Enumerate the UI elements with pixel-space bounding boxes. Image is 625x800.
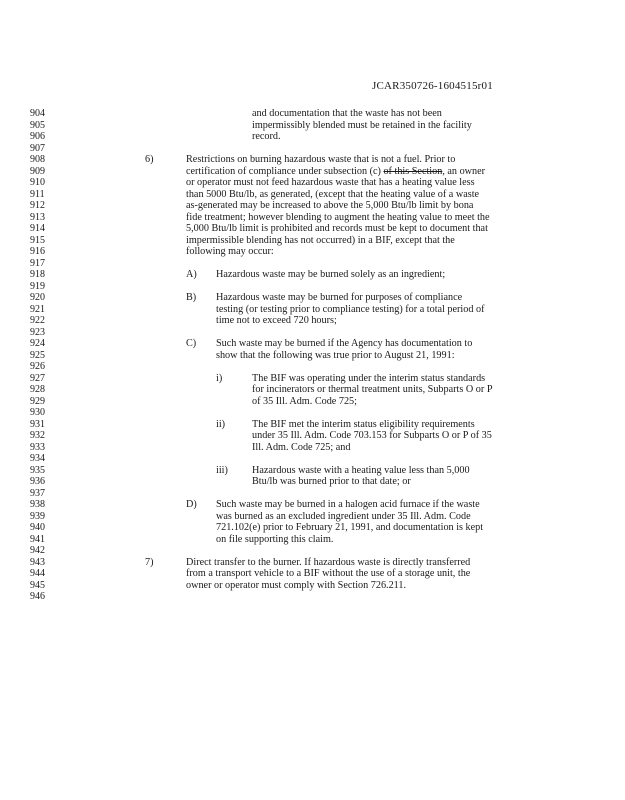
document-line bbox=[30, 488, 610, 500]
document-line bbox=[30, 338, 610, 350]
line-number: 935 bbox=[30, 464, 45, 476]
line-text bbox=[186, 189, 479, 201]
line-number: 904 bbox=[30, 108, 45, 119]
line-text bbox=[216, 292, 462, 304]
document-line bbox=[30, 166, 610, 178]
line-text bbox=[186, 568, 470, 580]
line-text bbox=[216, 304, 484, 316]
text-segment: Hazardous waste may be burned solely as an ingredient; bbox=[216, 269, 446, 280]
document-line bbox=[30, 384, 610, 396]
line-number: 941 bbox=[30, 533, 45, 545]
document-line bbox=[30, 442, 610, 454]
line-number: 936 bbox=[30, 476, 45, 487]
text-segment: as-generated may be increased to above the 5,000 Btu/lb limit by bona bbox=[186, 200, 474, 211]
text-segment: following may occur: bbox=[186, 246, 274, 257]
document-line bbox=[30, 568, 610, 580]
line-number: 933 bbox=[30, 441, 45, 453]
line-text bbox=[216, 350, 455, 362]
line-text bbox=[252, 131, 281, 143]
text-segment: Hazardous waste may be burned for purposes of compliance bbox=[216, 292, 463, 303]
line-text bbox=[216, 315, 337, 327]
line-number: 923 bbox=[30, 326, 45, 338]
line-number: 911 bbox=[30, 188, 45, 200]
line-text bbox=[186, 200, 473, 212]
document-line bbox=[30, 177, 610, 189]
line-number: 913 bbox=[30, 211, 45, 223]
line-text bbox=[252, 465, 470, 477]
text-segment: record. bbox=[252, 131, 281, 142]
line-number: 915 bbox=[30, 234, 45, 246]
line-number: 945 bbox=[30, 579, 45, 591]
line-number: 907 bbox=[30, 142, 45, 154]
document-line bbox=[30, 223, 610, 235]
document-line bbox=[30, 396, 610, 408]
text-segment: Such waste may be burned if the Agency has documentation to bbox=[216, 338, 473, 349]
line-number: 944 bbox=[30, 568, 45, 579]
text-segment: Ill. Adm. Code 725; and bbox=[252, 441, 351, 453]
item-label: D) bbox=[186, 499, 197, 510]
text-segment: impermissible blending has not occurred) in a BIF, except that the bbox=[186, 234, 455, 246]
document-line bbox=[30, 200, 610, 212]
line-number: 938 bbox=[30, 499, 45, 510]
line-number: 937 bbox=[30, 487, 45, 499]
line-number: 942 bbox=[30, 545, 45, 556]
line-text bbox=[216, 534, 333, 546]
line-text bbox=[252, 419, 475, 431]
line-text bbox=[252, 430, 492, 442]
line-number: 930 bbox=[30, 407, 45, 418]
document-line bbox=[30, 281, 610, 293]
line-text bbox=[216, 499, 480, 511]
line-number: 928 bbox=[30, 384, 45, 395]
line-text bbox=[186, 212, 490, 224]
line-number: 918 bbox=[30, 269, 45, 280]
line-number: 922 bbox=[30, 315, 45, 326]
document-line bbox=[30, 522, 610, 534]
text-segment: for incinerators or thermal treatment units, Subparts O or P bbox=[252, 384, 493, 395]
document-line bbox=[30, 212, 610, 224]
document-line bbox=[30, 235, 610, 247]
item-label: 7) bbox=[145, 556, 154, 568]
text-segment: time not to exceed 720 hours; bbox=[216, 315, 337, 326]
text-segment: Such waste may be burned in a halogen acid furnace if the waste bbox=[216, 499, 480, 510]
document-line bbox=[30, 361, 610, 373]
text-segment: Hazardous waste with a heating value less than 5,000 bbox=[252, 464, 470, 476]
text-segment: Direct transfer to the burner. If hazardous waste is directly transferred bbox=[186, 556, 471, 568]
document-line bbox=[30, 120, 610, 132]
text-segment: of 35 Ill. Adm. Code 725; bbox=[252, 395, 357, 407]
text-segment: Restrictions on burning hazardous waste that is not a fuel. Prior to bbox=[186, 154, 456, 165]
item-label: i) bbox=[216, 372, 223, 384]
line-text bbox=[186, 580, 406, 592]
document-line bbox=[30, 453, 610, 465]
line-text bbox=[252, 120, 472, 132]
item-label: A) bbox=[186, 269, 197, 280]
document-line bbox=[30, 350, 610, 362]
document-line bbox=[30, 189, 610, 201]
line-text bbox=[186, 246, 274, 258]
document-line bbox=[30, 154, 610, 166]
line-text bbox=[186, 166, 485, 178]
document-line bbox=[30, 557, 610, 569]
text-segment: The BIF was operating under the interim status standards bbox=[252, 372, 486, 384]
document-line bbox=[30, 419, 610, 431]
document-line bbox=[30, 476, 610, 488]
line-number: 919 bbox=[30, 280, 45, 292]
line-number: 906 bbox=[30, 131, 45, 142]
text-segment: and documentation that the waste has not been bbox=[252, 108, 442, 119]
line-text bbox=[216, 269, 445, 281]
line-number: 926 bbox=[30, 361, 45, 372]
text-segment: 5,000 Btu/lb limit is prohibited and records must be kept to document that bbox=[186, 223, 488, 234]
text-segment: certification of compliance under subsection (c) bbox=[186, 165, 384, 177]
text-segment: impermissibly blended must be retained in the facility bbox=[252, 119, 472, 131]
line-number: 932 bbox=[30, 430, 45, 441]
document-line bbox=[30, 407, 610, 419]
line-number: 910 bbox=[30, 177, 45, 188]
text-segment: under 35 Ill. Adm. Code 703.153 for Subparts O or P of 35 bbox=[252, 430, 492, 441]
document-line bbox=[30, 591, 610, 603]
line-number: 939 bbox=[30, 510, 45, 522]
document-line bbox=[30, 108, 610, 120]
document-line bbox=[30, 534, 610, 546]
document-line bbox=[30, 143, 610, 155]
item-label: 6) bbox=[145, 154, 154, 165]
line-text bbox=[252, 384, 492, 396]
line-number: 943 bbox=[30, 556, 45, 568]
line-number: 925 bbox=[30, 349, 45, 361]
line-number: 908 bbox=[30, 154, 45, 165]
line-text bbox=[186, 557, 470, 569]
document-line bbox=[30, 269, 610, 281]
text-segment: fide treatment; however blending to augment the heating value to meet the bbox=[186, 211, 490, 223]
line-text bbox=[186, 177, 475, 189]
line-text bbox=[186, 223, 488, 235]
text-segment: The BIF met the interim status eligibility requirements bbox=[252, 418, 475, 430]
document-line bbox=[30, 327, 610, 339]
struck-text: of this Section bbox=[383, 165, 443, 177]
line-number: 927 bbox=[30, 372, 45, 384]
text-segment: show that the following was true prior to August 21, 1991: bbox=[216, 349, 455, 361]
document-line bbox=[30, 315, 610, 327]
line-number: 920 bbox=[30, 292, 45, 303]
document-body bbox=[30, 108, 610, 603]
line-number: 905 bbox=[30, 119, 45, 131]
document-line bbox=[30, 304, 610, 316]
text-segment: , an owner bbox=[442, 165, 486, 177]
line-text bbox=[252, 442, 350, 454]
document-line bbox=[30, 258, 610, 270]
line-text bbox=[252, 396, 357, 408]
line-text bbox=[186, 154, 455, 166]
line-text bbox=[216, 338, 472, 350]
line-text bbox=[216, 522, 483, 534]
text-segment: or operator must not feed hazardous waste that has a heating value less bbox=[186, 177, 475, 188]
line-number: 912 bbox=[30, 200, 45, 211]
line-number: 924 bbox=[30, 338, 45, 349]
line-text bbox=[252, 373, 485, 385]
line-text bbox=[252, 476, 411, 488]
line-number: 921 bbox=[30, 303, 45, 315]
document-line bbox=[30, 465, 610, 477]
line-number: 934 bbox=[30, 453, 45, 464]
document-id: JCAR350726-1604515r01 bbox=[372, 80, 493, 92]
text-segment: than 5000 Btu/lb, as generated, (except that the heating value of a waste bbox=[186, 188, 480, 200]
text-segment: on file supporting this claim. bbox=[216, 533, 334, 545]
line-number: 914 bbox=[30, 223, 45, 234]
line-number: 909 bbox=[30, 165, 45, 177]
text-segment: 721.102(e) prior to February 21, 1991, and documentation is kept bbox=[216, 522, 484, 533]
document-line bbox=[30, 511, 610, 523]
document-line bbox=[30, 131, 610, 143]
line-text bbox=[186, 235, 455, 247]
document-line bbox=[30, 246, 610, 258]
text-segment: Btu/lb was burned prior to that date; or bbox=[252, 476, 411, 487]
item-label: C) bbox=[186, 338, 197, 349]
text-segment: owner or operator must comply with Section 726.211. bbox=[186, 579, 407, 591]
text-segment: from a transport vehicle to a BIF without the use of a storage unit, the bbox=[186, 568, 471, 579]
document-line bbox=[30, 373, 610, 385]
line-text bbox=[252, 108, 442, 120]
item-label: B) bbox=[186, 292, 197, 303]
text-segment: testing (or testing prior to compliance testing) for a total period of bbox=[216, 303, 485, 315]
line-number: 931 bbox=[30, 418, 45, 430]
item-label: ii) bbox=[216, 418, 226, 430]
line-number: 929 bbox=[30, 395, 45, 407]
document-line bbox=[30, 292, 610, 304]
document-line bbox=[30, 545, 610, 557]
document-line bbox=[30, 499, 610, 511]
document-line bbox=[30, 580, 610, 592]
line-text bbox=[216, 511, 471, 523]
line-number: 917 bbox=[30, 257, 45, 269]
document-line bbox=[30, 430, 610, 442]
text-segment: was burned as an excluded ingredient under 35 Ill. Adm. Code bbox=[216, 510, 471, 522]
line-number: 946 bbox=[30, 591, 45, 602]
line-number: 940 bbox=[30, 522, 45, 533]
line-number: 916 bbox=[30, 246, 45, 257]
item-label: iii) bbox=[216, 464, 228, 476]
